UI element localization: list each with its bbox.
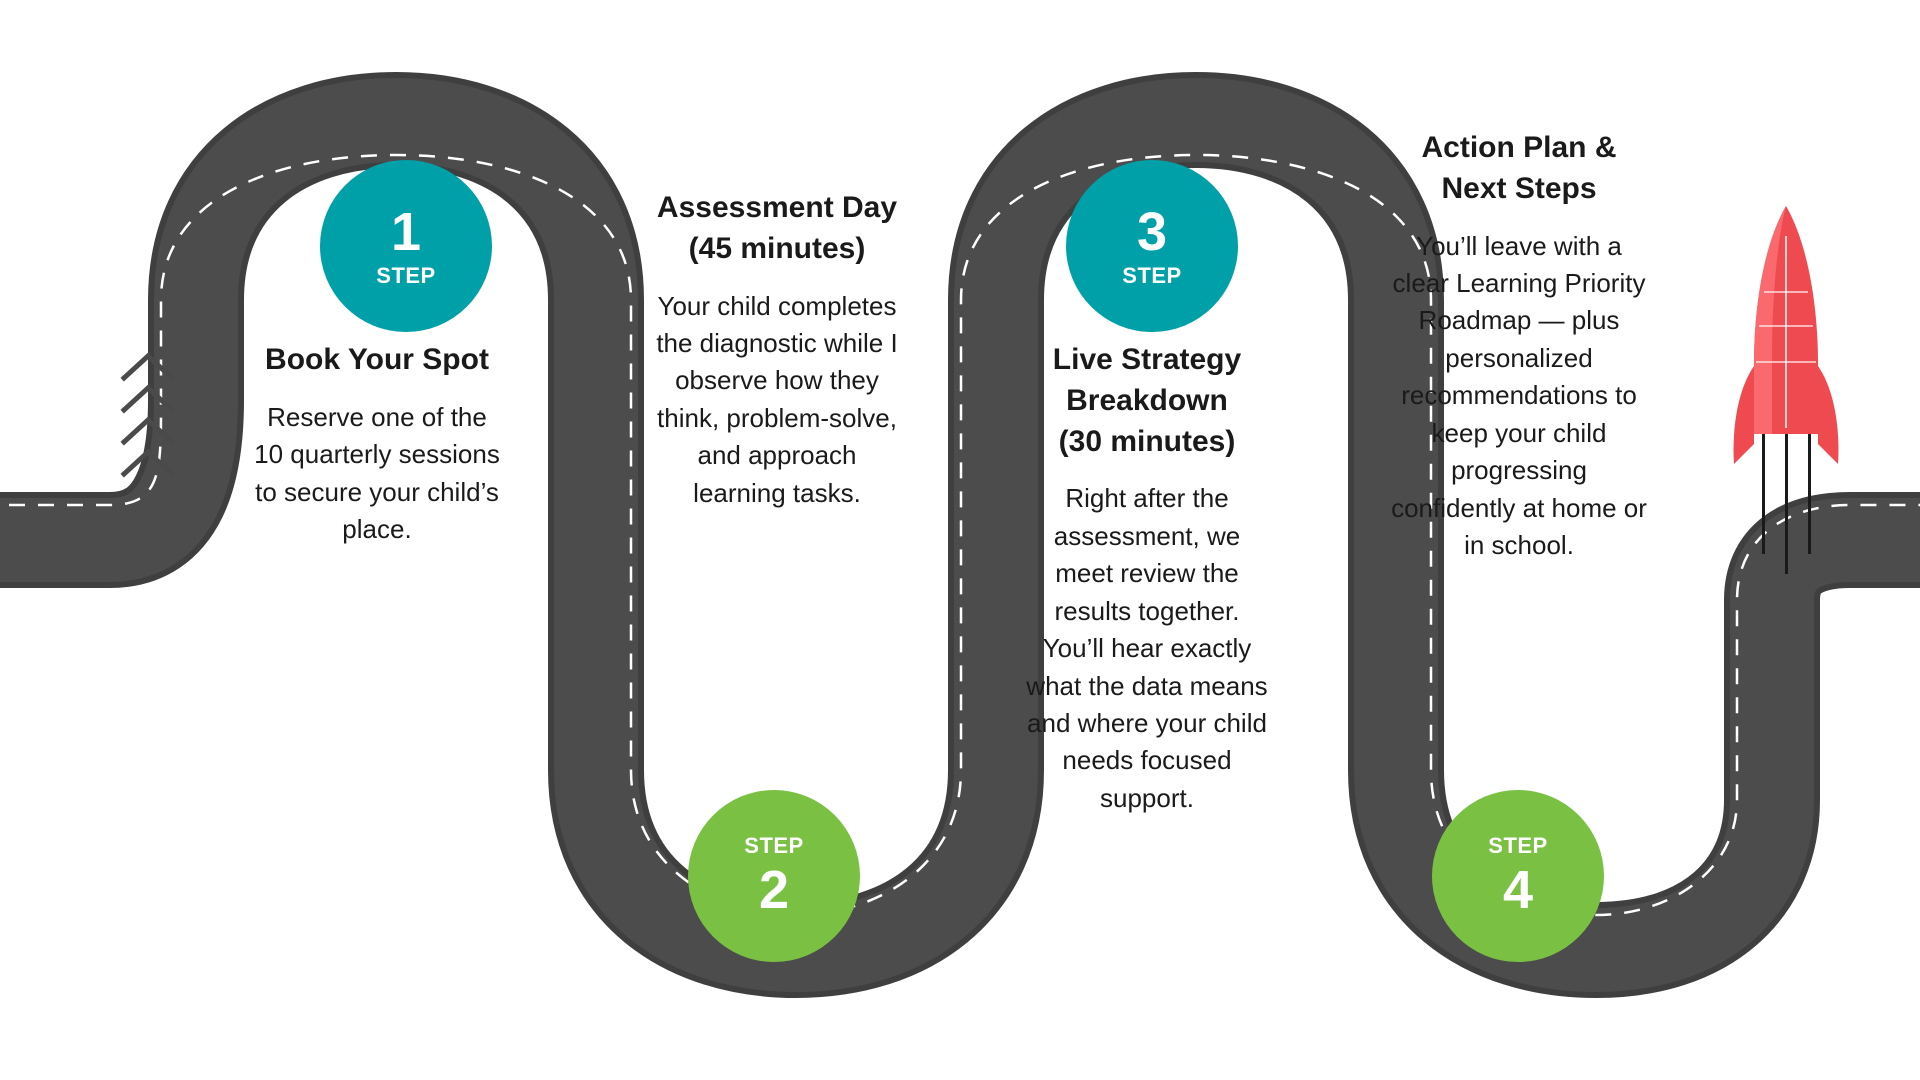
step-badge-number: 3 — [1136, 202, 1168, 262]
step-badge-number: 1 — [390, 202, 422, 262]
step-badge-label: STEP — [1488, 833, 1548, 858]
step-block-2 — [652, 188, 902, 512]
step-badge-number: 2 — [758, 860, 790, 920]
step-body-4: You’ll leave with a clear Learning Priority Roadmap — plus personalized recommendations to keep your child progressing confidently at home or in school. — [1391, 230, 1647, 561]
rocket-icon — [1726, 196, 1846, 616]
step-block-4 — [1390, 128, 1648, 565]
step-badge-3 — [1066, 160, 1238, 332]
step-badge-label: STEP — [744, 833, 804, 858]
step-badge-2 — [688, 790, 860, 962]
step-badge-label: STEP — [376, 263, 436, 288]
step-title-2: Assessment Day (45 minutes) — [656, 191, 898, 265]
step-body-2: Your child completes the diagnostic while I observe how they think, problem-solve, and approach learning tasks. — [656, 290, 898, 508]
step-title-4: Action Plan & Next Steps — [1421, 131, 1617, 205]
step-title-1: Book Your Spot — [265, 343, 489, 376]
step-badge-4 — [1432, 790, 1604, 962]
step-block-3 — [1022, 340, 1272, 817]
step-body-1: Reserve one of the 10 quarterly sessions to secure your child’s place. — [254, 401, 500, 545]
step-title-3: Live Strategy Breakdown (30 minutes) — [1052, 343, 1242, 458]
step-block-1 — [252, 340, 502, 549]
step-body-3: Right after the assessment, we meet review the results together. You’ll hear exactly what the data means and where your child needs focused support. — [1026, 483, 1268, 813]
step-badge-1 — [320, 160, 492, 332]
step-badge-number: 4 — [1502, 860, 1534, 920]
chevron-arrows-icon — [118, 348, 178, 478]
step-badge-label: STEP — [1122, 263, 1182, 288]
